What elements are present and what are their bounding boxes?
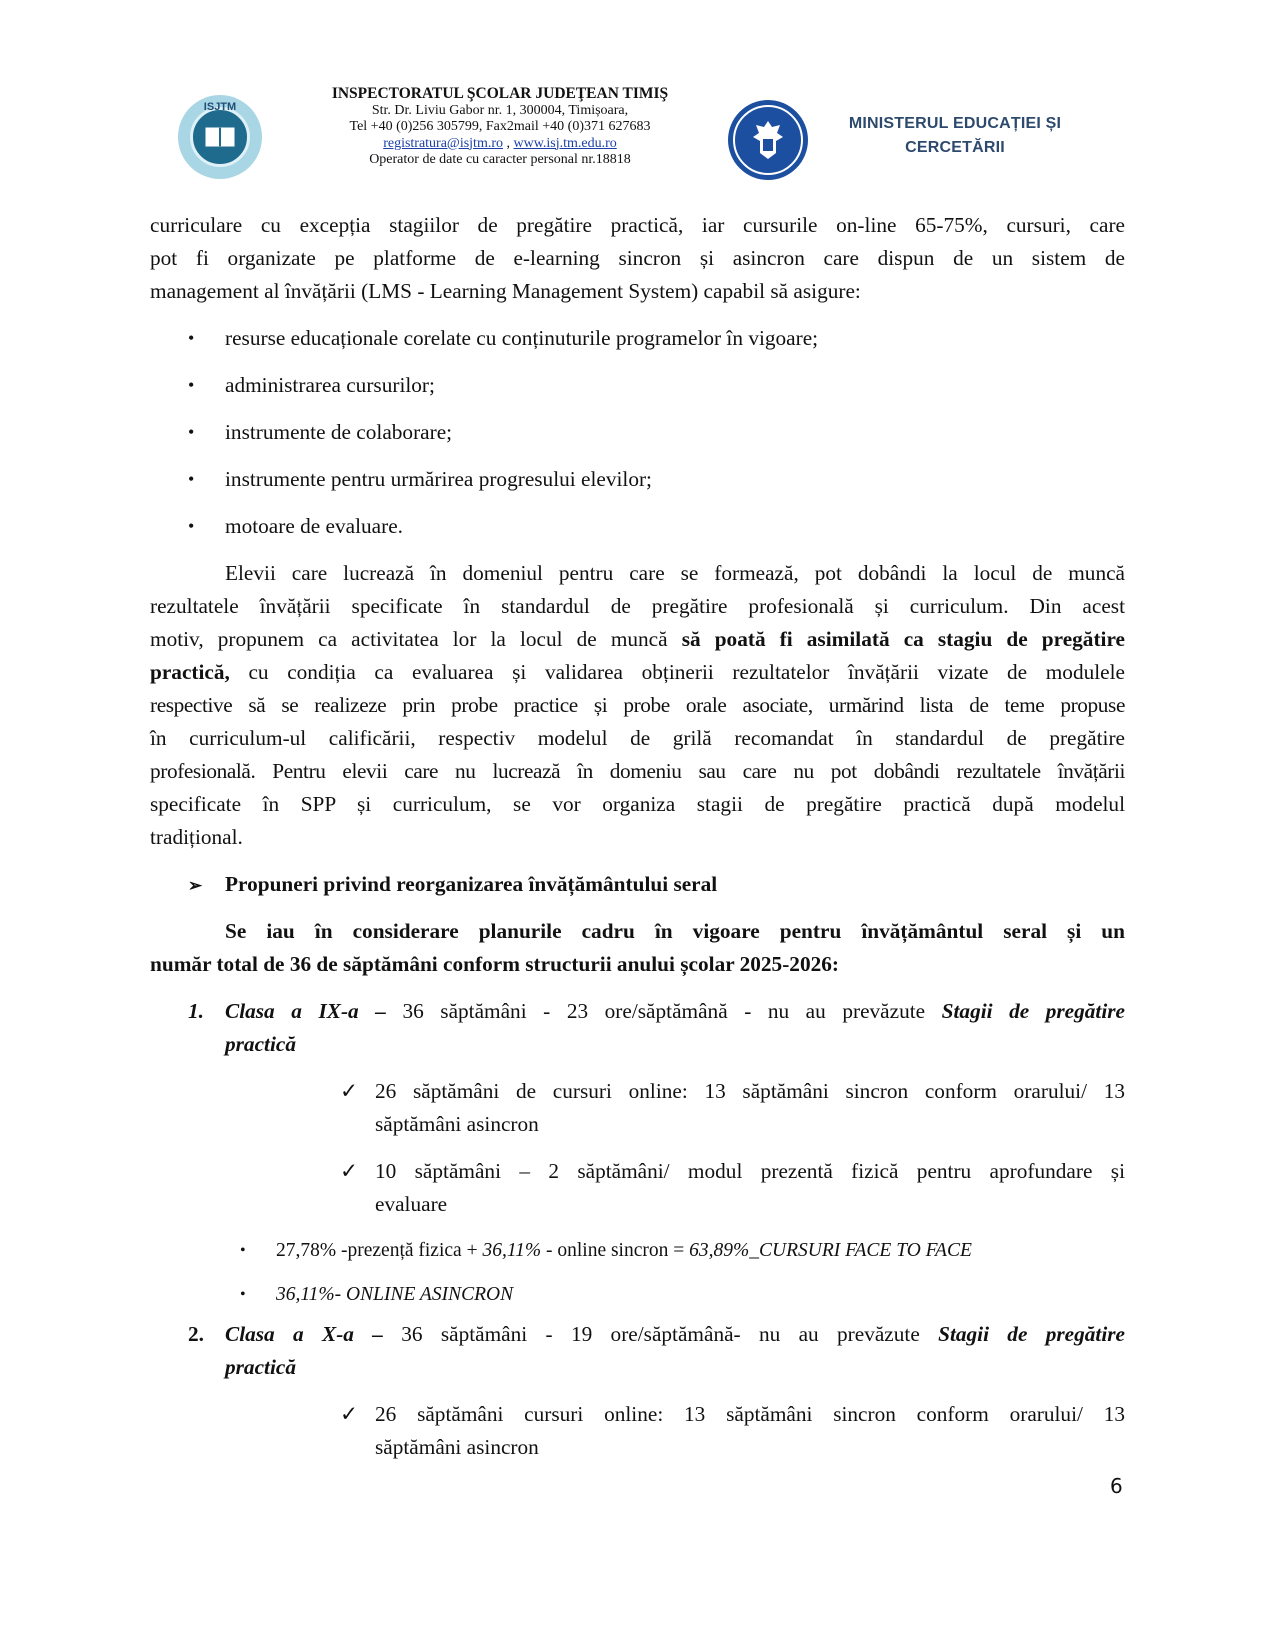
intro-line-3: management al învățării (LMS - Learning Management System) capabil să asigure: [150, 279, 861, 303]
isj-logo-text: ISJTM [203, 101, 237, 113]
class-9-check-2-line-1: 10 săptămâni – 2 săptămâni/ modul prezentă fizică pentru aprofundare și [375, 1159, 1125, 1183]
ministry-name [835, 112, 1075, 160]
section-heading [188, 868, 717, 902]
text-normal: cu condiția ca evaluarea și validarea obținerii rezultatelor învățării vizate de modulele [229, 660, 1125, 684]
class-10-heading-cont: practică [225, 1355, 296, 1379]
class-9-heading [188, 995, 1125, 1028]
class-9-check-2-line-2: evaluare [375, 1192, 448, 1216]
institution-contacts [300, 136, 700, 153]
text-normal: motiv, propunem ca activitatea lor la locul de muncă [150, 627, 682, 651]
bullet-icon: • [188, 422, 195, 442]
class-10-check-1-line-1: 26 săptămâni cursuri online: 13 săptămâni sincron conform orarului/ 13 [375, 1402, 1125, 1426]
practice-line-4 [150, 656, 1125, 689]
summary-text: 36,11%- ONLINE ASINCRON [276, 1284, 514, 1305]
list-item-text: instrumente de colaborare; [225, 420, 453, 444]
class-emphasis: Stagii de pregătire [938, 1322, 1125, 1346]
text-bold: să poată fi asimilată ca stagiu de pregătire [681, 627, 1125, 651]
class-details: 36 săptămâni - 19 ore/săptămână- nu au prevăzute [382, 1322, 939, 1346]
intro-line-1: curriculare cu excepția stagiilor de pregătire practică, iar cursurile on-line 65-75%, cursuri, care [150, 213, 1125, 237]
section-intro-line-1: Se iau în considerare planurile cadru în vigoare pentru învățământul seral și un [225, 919, 1125, 943]
ministry-line2: CERCETĂRII [905, 139, 1005, 156]
bullet-icon: • [240, 1242, 246, 1259]
isj-logo [178, 95, 262, 179]
class-name: Clasa a X-a – [225, 1322, 383, 1346]
ministry-line1: MINISTERUL EDUCAȚIEI ȘI [848, 115, 1062, 132]
bullet-icon: • [188, 469, 195, 489]
email-link[interactable]: registratura@isjtm.ro [383, 135, 503, 151]
coat-of-arms-icon [733, 105, 803, 175]
class-10-heading [188, 1318, 1125, 1351]
class-emphasis: Stagii de pregătire [941, 999, 1126, 1023]
practice-line-5: respective să se realizeze prin probe practice și probe orale asociate, urmărind lista de teme propuse [150, 693, 1125, 717]
contact-separator: , [503, 135, 514, 151]
bullet-icon: • [188, 516, 195, 536]
practice-line-3 [150, 623, 1125, 656]
class-name: Clasa a IX-a – [225, 999, 386, 1023]
practice-line-8: specificate în SPP și curriculum, se vor organiza stagii de pregătire practică după modelul [150, 792, 1125, 816]
check-icon: ✓ [340, 1159, 358, 1183]
section-heading-text: Propuneri privind reorganizarea învățământului seral [225, 872, 718, 896]
bullet-icon: • [240, 1286, 246, 1303]
check-icon: ✓ [340, 1402, 358, 1426]
operator-note: Operator de date cu caracter personal nr.18818 [369, 152, 631, 167]
practice-line-1: Elevii care lucrează în domeniul pentru care se formează, pot dobândi la locul de muncă [225, 561, 1125, 585]
practice-line-7: profesională. Pentru elevii care nu lucrează în domeniu sau care nu pot dobândi rezultatele învățării [150, 759, 1125, 783]
book-icon [190, 107, 250, 167]
institution-phone: Tel +40 (0)256 305799, Fax2mail +40 (0)371 627683 [349, 119, 651, 134]
practice-line-2: rezultatele învățării specificate în standardul de pregătire profesională și curriculum. Din acest [150, 594, 1125, 618]
intro-line-2: pot fi organizate pe platforme de e-learning sincron și asincron care dispun de un sistem de [150, 246, 1125, 270]
summary-text [276, 1234, 972, 1267]
website-link[interactable]: www.isj.tm.edu.ro [513, 135, 617, 151]
summary-part: 27,78% -prezență fizica + [276, 1240, 483, 1261]
class-9-check-1-line-1: 26 săptămâni de cursuri online: 13 săptămâni sincron conform orarului/ 13 [375, 1079, 1125, 1103]
bullet-icon: • [188, 375, 195, 395]
list-item-text: instrumente pentru urmărirea progresului elevilor; [225, 467, 652, 491]
practice-line-9: tradițional. [150, 825, 243, 849]
page-number: 6 [1110, 1474, 1123, 1498]
class-9-heading-cont: practică [225, 1032, 296, 1056]
class-details: 36 săptămâni - 23 ore/săptămână - nu au prevăzute [385, 999, 942, 1023]
section-intro-line-2: număr total de 36 de săptămâni conform structurii anului școlar 2025-2026: [150, 952, 839, 976]
bullet-icon: • [188, 328, 195, 348]
summary-part: - online sincron = [541, 1240, 690, 1261]
arrow-bullet-icon: ➢ [188, 876, 203, 895]
institution-header [300, 86, 700, 169]
summary-part: 63,89%_CURSURI FACE TO FACE [689, 1240, 972, 1261]
class-number: 1. [188, 999, 204, 1023]
practice-line-6: în curriculum-ul calificării, respectiv modelul de grilă recomandat în standardul de pregătire [150, 726, 1125, 750]
text-bold: practică, [150, 660, 230, 684]
check-icon: ✓ [340, 1079, 358, 1103]
class-10-check-1-line-2: săptămâni asincron [375, 1435, 539, 1459]
class-number: 2. [188, 1322, 204, 1346]
list-item-text: resurse educaționale corelate cu conținuturile programelor în vigoare; [225, 326, 819, 350]
list-item-text: motoare de evaluare. [225, 514, 403, 538]
government-logo [728, 100, 808, 180]
list-item-text: administrarea cursurilor; [225, 373, 435, 397]
institution-address: Str. Dr. Liviu Gabor nr. 1, 300004, Timișoara, [371, 102, 629, 118]
summary-part: 36,11% [482, 1240, 542, 1261]
institution-title: INSPECTORATUL ŞCOLAR JUDEŢEAN TIMIŞ [331, 85, 669, 102]
class-9-check-1-line-2: săptămâni asincron [375, 1112, 539, 1136]
